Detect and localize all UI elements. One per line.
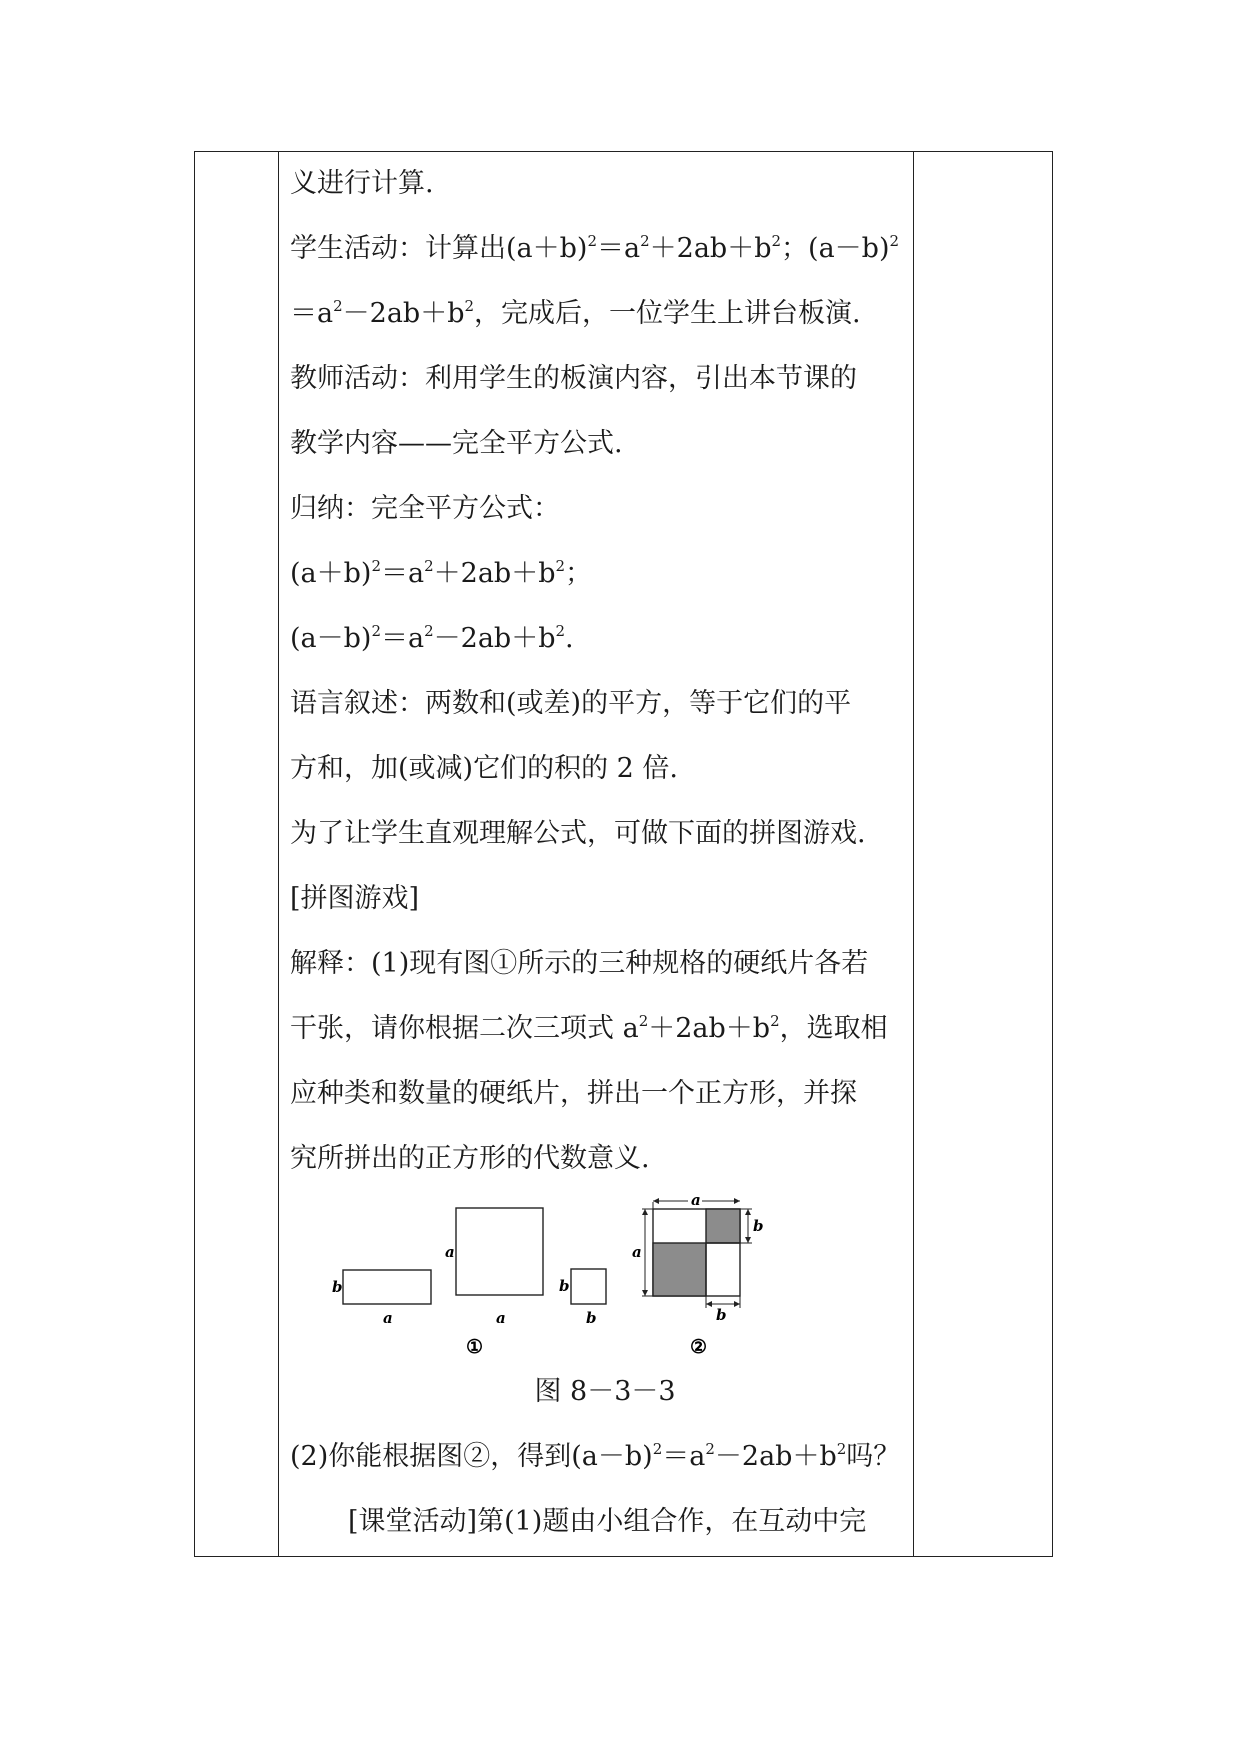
- square-a-piece: [456, 1208, 543, 1295]
- formula-line: $(a-b)^2=a^2-2ab+b^2$.: [290, 622, 574, 654]
- text-line: 方和，加(或减)它们的积的 2 倍.: [290, 753, 678, 784]
- text-line: [拼图游戏]: [290, 883, 420, 914]
- rectangle-ab-piece: [343, 1270, 431, 1304]
- figure-caption: 图 8－3－3: [534, 1376, 676, 1407]
- label-a: a: [632, 1243, 642, 1261]
- composite-square: [653, 1209, 740, 1296]
- text-line: [课堂活动]第(1)题由小组合作，在互动中完: [348, 1506, 867, 1537]
- label-b: b: [753, 1217, 764, 1235]
- square-b-piece: [571, 1269, 606, 1304]
- puzzle-figure: [320, 1196, 800, 1356]
- formula-line: $(a+b)^2=a^2+2ab+b^2$；: [290, 557, 593, 589]
- text-line: 解释：(1)现有图①所示的三种规格的硬纸片各若: [290, 948, 869, 979]
- text-line: (2)你能根据图②，得到$(a-b)^2=a^2-2ab+b^2$吗？: [290, 1440, 901, 1472]
- text-line: 教学内容——完全平方公式.: [290, 428, 623, 459]
- table-column-divider: [913, 152, 914, 1556]
- text-line: 义进行计算.: [290, 168, 434, 199]
- label-a: a: [496, 1309, 506, 1327]
- label-a: a: [383, 1309, 393, 1327]
- shaded-square-b: [706, 1209, 740, 1243]
- text-line: 归纳：完全平方公式：: [290, 493, 560, 524]
- text-line: 干张，请你根据二次三项式 $a^2+2ab+b^2$，选取相: [290, 1012, 888, 1044]
- figure-number-2: ②: [690, 1336, 708, 1356]
- text-line: $=a^2-2ab+b^2$，完成后，一位学生上讲台板演.: [290, 297, 861, 329]
- label-b: b: [716, 1306, 727, 1324]
- label-a: a: [691, 1196, 701, 1209]
- text-line: 应种类和数量的硬纸片，拼出一个正方形，并探: [290, 1078, 857, 1109]
- shaded-square: [653, 1243, 706, 1296]
- figure-number-1: ①: [466, 1336, 484, 1356]
- label-b: b: [332, 1278, 343, 1296]
- puzzle-diagram: [320, 1196, 800, 1356]
- text-line: 教师活动：利用学生的板演内容，引出本节课的: [290, 363, 857, 394]
- label-b: b: [586, 1309, 597, 1327]
- text-line: 为了让学生直观理解公式，可做下面的拼图游戏.: [290, 818, 866, 849]
- text-line: 究所拼出的正方形的代数意义.: [290, 1143, 650, 1174]
- text-line: 学生活动：计算出$(a+b)^2=a^2+2ab+b^2$；$(a-b)^2$: [290, 232, 900, 264]
- label-b: b: [559, 1277, 570, 1295]
- text-line: 语言叙述：两数和(或差)的平方，等于它们的平: [290, 688, 852, 719]
- label-a: a: [445, 1243, 455, 1261]
- table-column-divider: [278, 152, 279, 1556]
